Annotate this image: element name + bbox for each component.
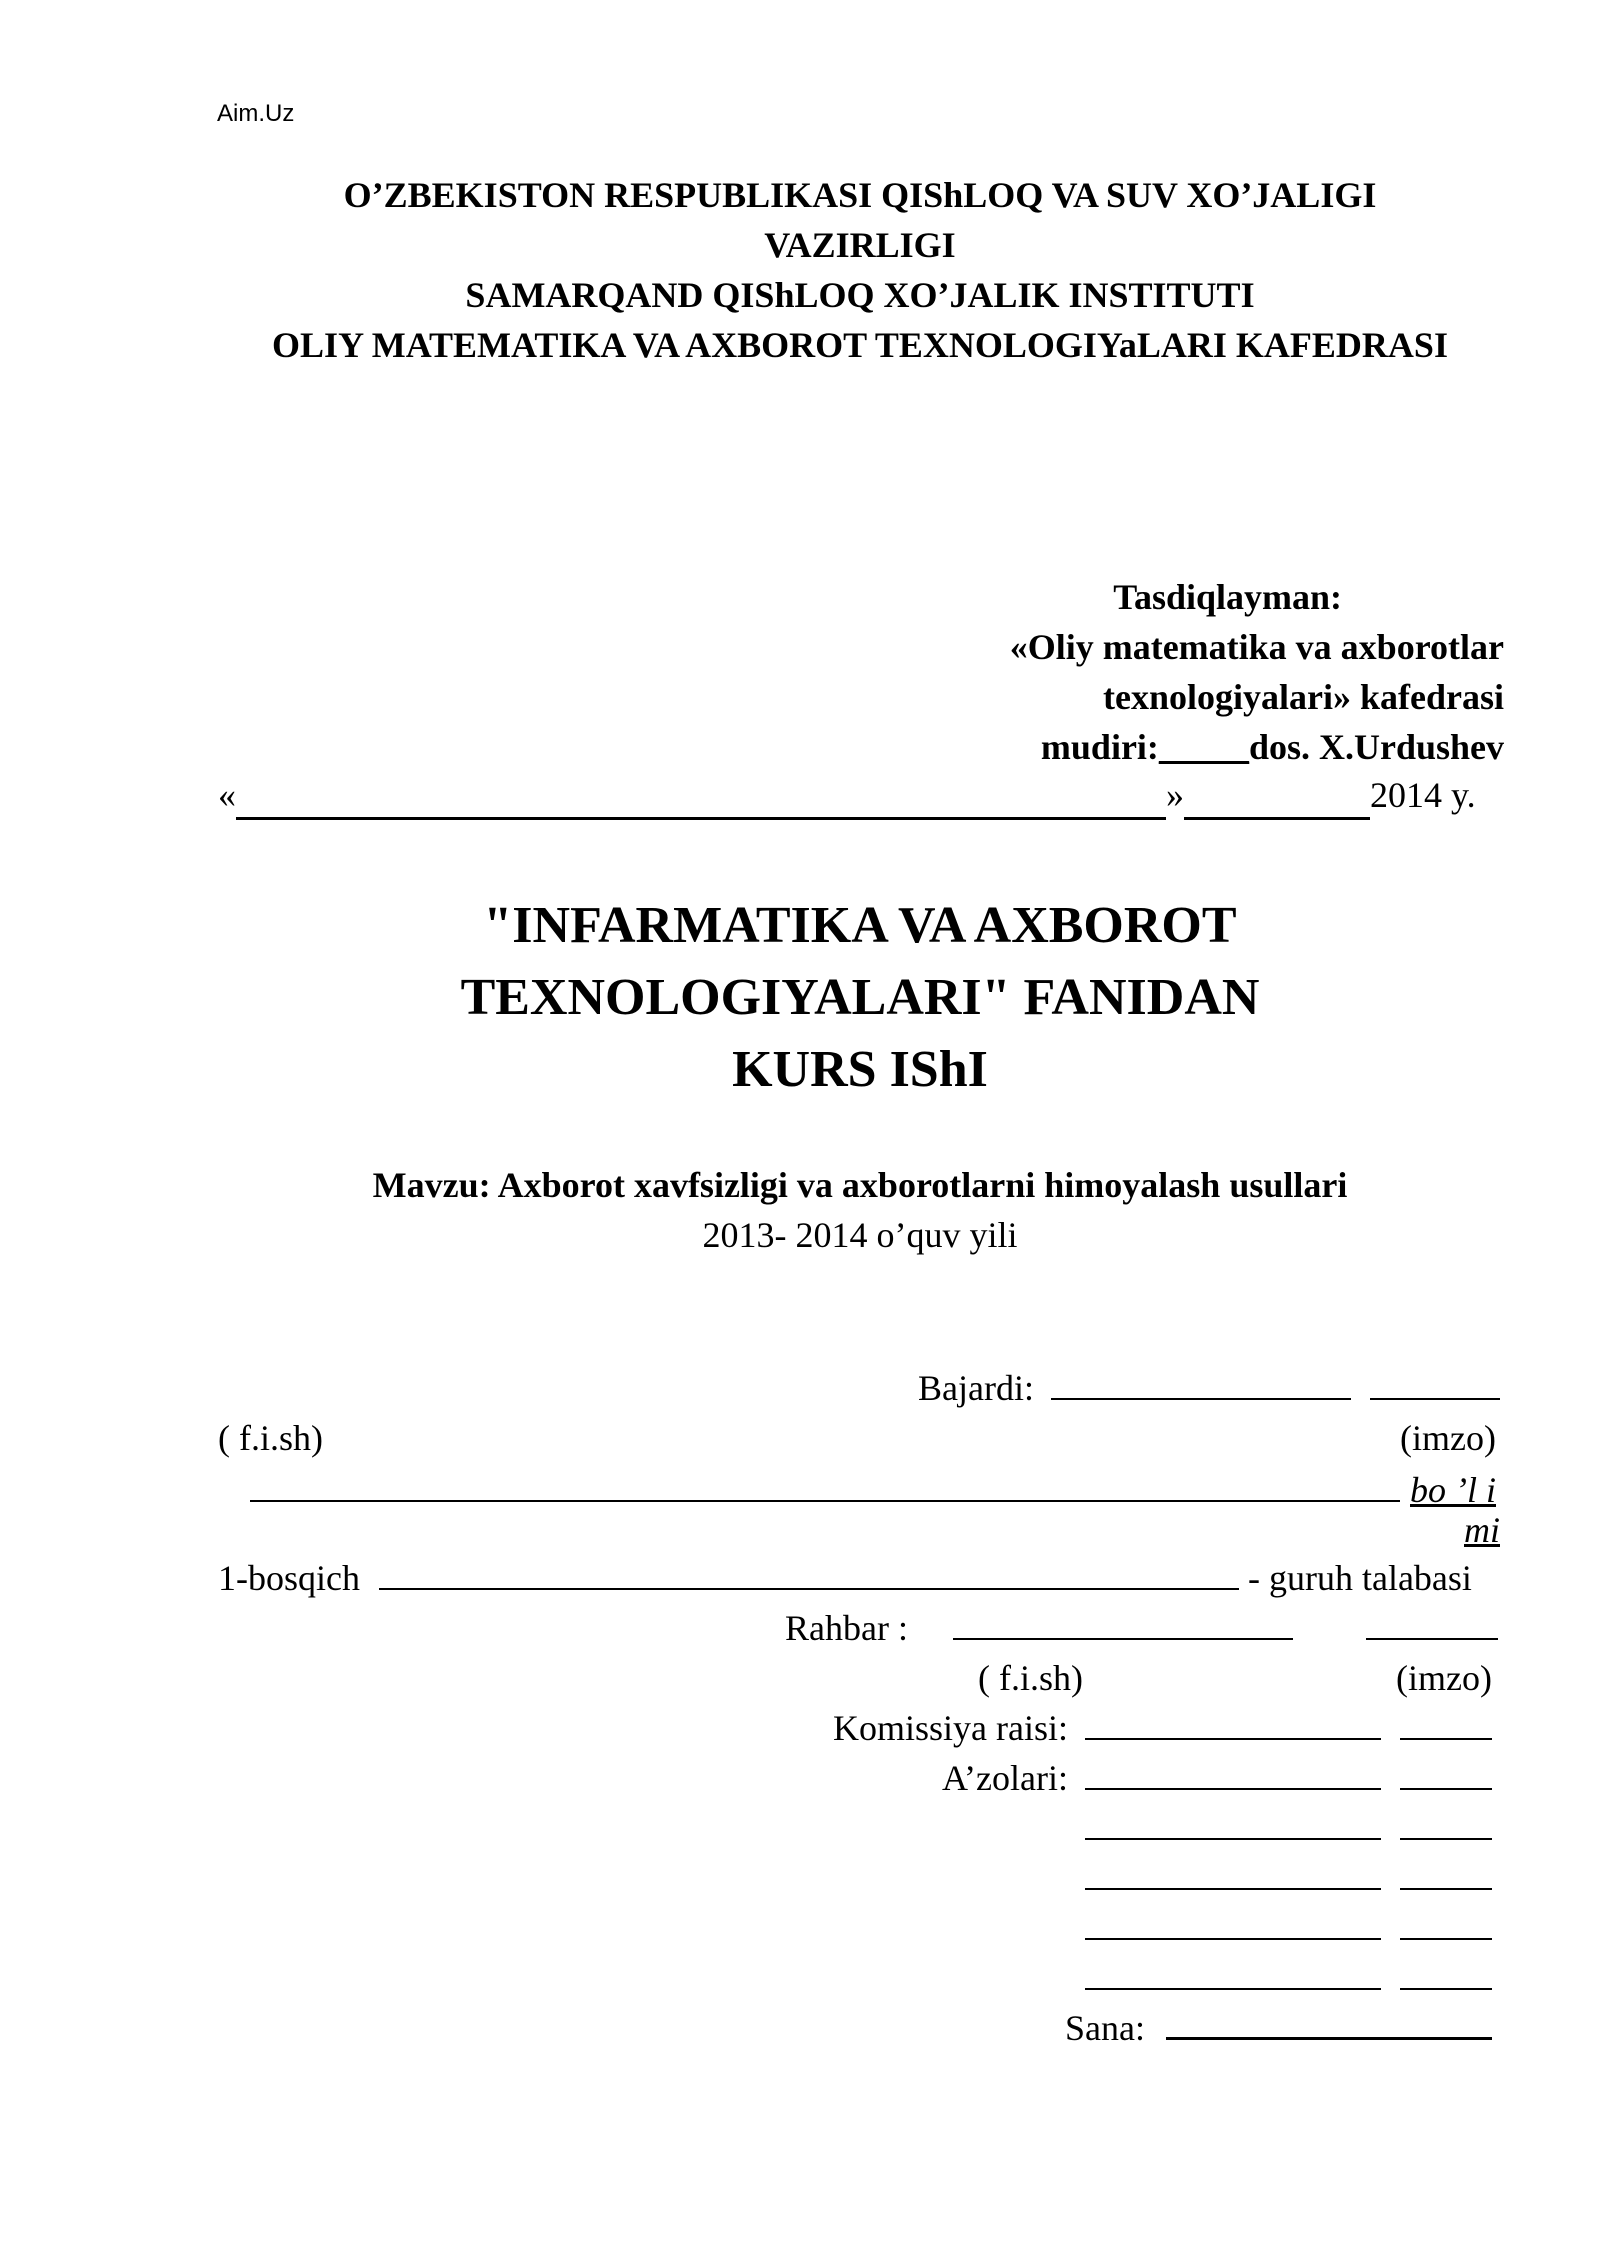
student-name-row [250,1465,1400,1515]
course-work-title [210,890,1510,1106]
guruh-label: - guruh talabasi [1247,1558,1472,1598]
komissiya-label: Komissiya raisi: [833,1708,1068,1748]
boli-text: bo ’l i [1410,1470,1496,1510]
mi-text: mi [1464,1510,1500,1550]
watermark: Aim.Uz [217,100,295,127]
member-row [1085,1803,1492,1853]
department-name: OLIY MATEMATIKA VA AXBOROT TEXNOLOGIYaLARI KAFEDRASI [272,325,1448,365]
member-name-blank [1085,1858,1381,1890]
topic-block [210,1160,1510,1260]
approval-line-2: texnologiyalari» kafedrasi [1103,677,1504,717]
ministry-line-1: O’ZBEKISTON RESPUBLIKASI QIShLOQ VA SUV XO’JALIGI [343,175,1377,215]
month-blank [1184,787,1370,820]
member-name-blank [1085,1808,1381,1840]
day-month-blank [236,787,1166,820]
approval-date-line [218,770,1504,820]
azolari-label: A’zolari: [942,1758,1068,1798]
head-name: dos. X.Urdushev [1248,727,1504,767]
group-blank [379,1558,1239,1590]
institution-header [210,170,1510,370]
bosqich-label: 1-bosqich [218,1558,360,1598]
fish-label: ( f.i.sh) [218,1418,323,1458]
member-row [1085,1903,1492,1953]
rahbar-row [785,1603,1498,1653]
approval-line-1: «Oliy matematika va axborotlar [1009,627,1504,667]
bajardi-signature-blank [1370,1368,1500,1400]
title-line-1: "INFARMATIKA VA AXBOROT [483,897,1237,954]
bajardi-name-blank [1051,1368,1351,1400]
signature-blank: _____ [1158,727,1249,767]
topic-text: Mavzu: Axborot xavfsizligi va axborotlarni himoyalash usullari [372,1165,1348,1205]
member-row [1085,1953,1492,2003]
close-quote: » [1166,775,1184,815]
year-text: 2014 y. [1370,775,1476,815]
sana-row [1065,2003,1492,2053]
komissiya-row [833,1703,1492,1753]
sana-label: Sana: [1065,2008,1145,2048]
imzo-label: (imzo) [1400,1418,1496,1458]
member-signature-blank [1400,1958,1492,1990]
title-line-3: KURS IShI [732,1041,988,1098]
komissiya-name-blank [1085,1708,1381,1740]
member-name-blank [1085,1908,1381,1940]
bajardi-row [918,1363,1500,1413]
institute-name: SAMARQAND QIShLOQ XO’JALIK INSTITUTI [465,275,1255,315]
bosqich-row [218,1553,1472,1603]
rahbar-imzo-label: (imzo) [1396,1658,1492,1698]
academic-year: 2013- 2014 o’quv yili [702,1215,1018,1255]
approval-title: Tasdiqlayman: [1113,577,1342,617]
azolari-row [942,1753,1492,1803]
member-signature-blank [1400,1808,1492,1840]
student-name-blank [250,1470,1400,1502]
komissiya-signature-blank [1400,1708,1492,1740]
member-signature-blank [1400,1908,1492,1940]
title-line-2: TEXNOLOGIYALARI" FANIDAN [460,969,1260,1026]
member-name-blank [1085,1758,1381,1790]
member-row [1085,1853,1492,1903]
rahbar-fish-label: ( f.i.sh) [978,1658,1083,1698]
mudiri-label: mudiri: [1040,727,1159,767]
open-quote: « [218,775,236,815]
date-blank [1166,2007,1492,2040]
member-signature-blank [1400,1858,1492,1890]
bajardi-label: Bajardi: [918,1368,1034,1408]
rahbar-signature-blank [1366,1608,1498,1640]
ministry-line-2: VAZIRLIGI [764,225,956,265]
member-name-blank [1085,1958,1381,1990]
member-signature-blank [1400,1758,1492,1790]
approval-line-3 [1010,722,1504,772]
approval-block [1010,572,1504,772]
rahbar-label: Rahbar : [785,1608,908,1648]
rahbar-name-blank [953,1608,1293,1640]
